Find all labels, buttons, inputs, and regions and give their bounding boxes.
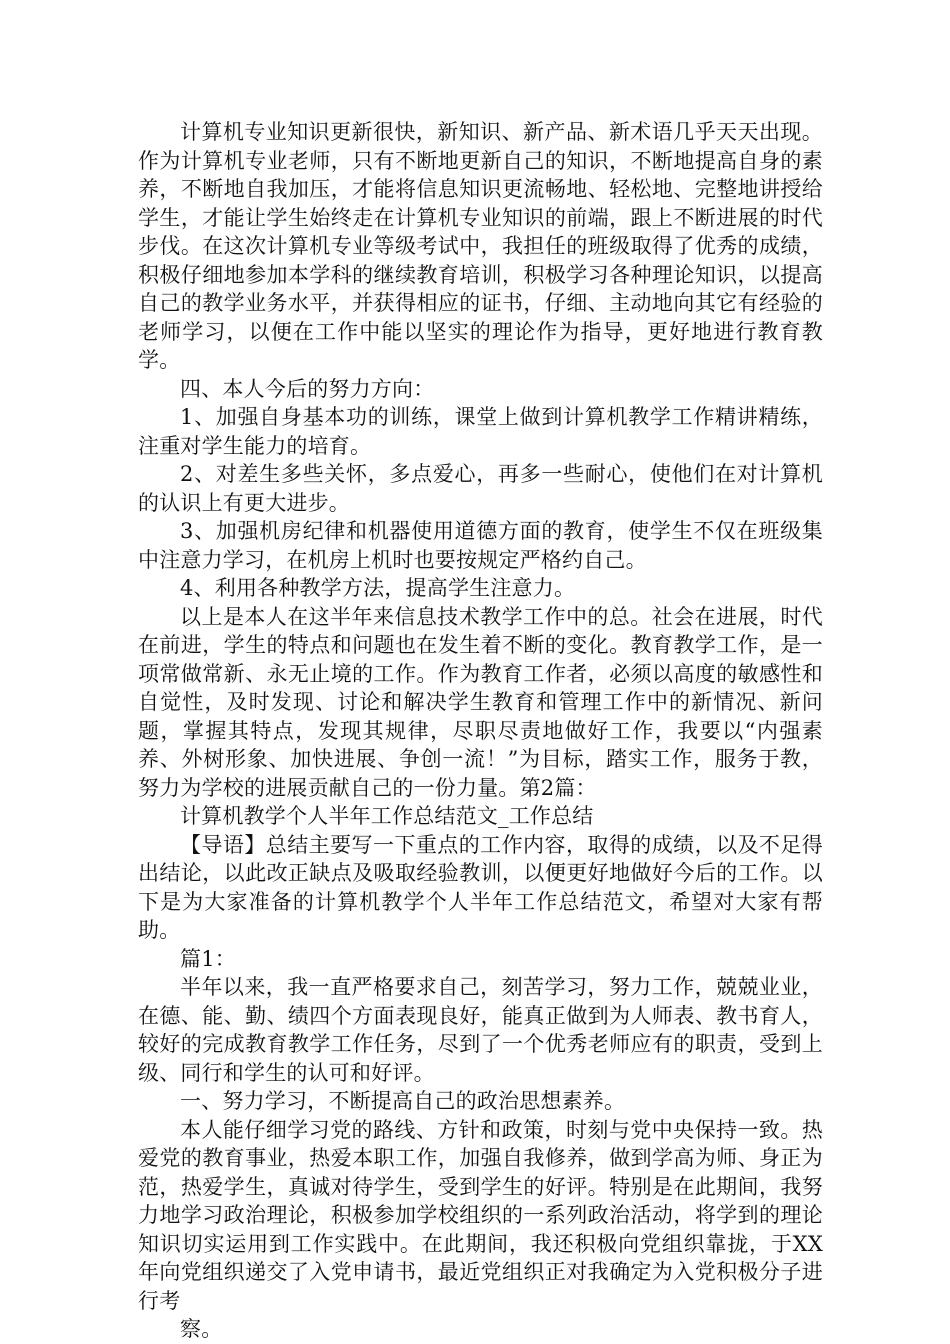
document-body: [138, 118, 823, 1344]
article-title: 计算机教学个人半年工作总结范文_工作总结: [180, 804, 594, 828]
paragraph-party-study: 本人能仔细学习党的路线、方针和政策，时刻与党中央保持一致。热爱党的教育事业，热爱本职工作，加强自我修养，做到学高为师、身正为范，热爱学生，真诚对待学生，受到学生的好评。特别是在此期间，我努力地学习政治理论，积极参加学校组织的一系列政治活动，将学到的理论知识切实运用到工作实践中。在此期间，我还积极向党组织靠拢，于XX年向党组织递交了入党申请书，最近党组织正对我确定为入党积极分子进行考: [138, 1117, 823, 1313]
section-label-part-1: 篇1：: [180, 946, 236, 971]
list-item-3: 3、加强机房纪律和机器使用道德方面的教育，使学生不仅在班级集中注意力学习，在机房上机时也要按规定严格约自己。: [138, 519, 823, 572]
paragraph-final-fragment: 察。: [180, 1317, 223, 1341]
list-item-4: 4、利用各种教学方法，提高学生注意力。: [180, 576, 576, 600]
list-item-1: 1、加强自身基本功的训练，课堂上做到计算机教学工作精讲精练，注重对学生能力的培育。: [138, 405, 823, 458]
paragraph-summary: 以上是本人在这半年来信息技术教学工作中的总。社会在进展，时代在前进，学生的特点和问题也在发生着不断的变化。教育教学工作，是一项常做常新、永无止境的工作。作为教育工作者，必须以高度的敏感性和自觉性，及时发现、讨论和解决学生教育和管理工作中的新情况、新问题，掌握其特点，发现其规律，尽职尽责地做好工作，我要以“内强素养、外树形象、加快进展、争创一流！”为目标，踏实工作，服务于教，努力为学校的进展贡献自己的一份力量。第2篇：: [138, 604, 823, 800]
paragraph-guide: 【导语】总结主要写一下重点的工作内容，取得的成绩，以及不足得出结论，以此改正缺点及吸取经验教训，以便更好地做好今后的工作。以下是为大家准备的计算机教学个人半年工作总结范文，希望对大家有帮助。: [138, 832, 823, 942]
paragraph-half-year: 半年以来，我一直严格要求自己，刻苦学习，努力工作，兢兢业业，在德、能、勤、绩四个方面表现良好，能真正做到为人师表、教书育人，较好的完成教育教学工作任务，尽到了一个优秀老师应有的职责，受到上级、同行和学生的认可和好评。: [138, 975, 823, 1085]
paragraph-knowledge-update: 计算机专业知识更新很快，新知识、新产品、新术语几乎天天出现。作为计算机专业老师，只有不断地更新自己的知识，不断地提高自身的素养，不断地自我加压，才能将信息知识更流畅地、轻松地、完整地讲授给学生，才能让学生始终走在计算机专业知识的前端，跟上不断进展的时代步伐。在这次计算机专业等级考试中，我担任的班级取得了优秀的成绩，积极仔细地参加本学科的继续教育培训，积极学习各种理论知识，以提高自己的教学业务水平，并获得相应的证书，仔细、主动地向其它有经验的老师学习，以便在工作中能以坚实的理论作为指导，更好地进行教育教学。: [138, 120, 823, 372]
list-item-2: 2、对差生多些关怀，多点爱心，再多一些耐心，使他们在对计算机的认识上有更大进步。: [138, 462, 823, 515]
section-heading-political-study: 一、努力学习，不断提高自己的政治思想素养。: [180, 1089, 626, 1113]
section-heading-future-direction: 四、本人今后的努力方向：: [180, 376, 435, 401]
